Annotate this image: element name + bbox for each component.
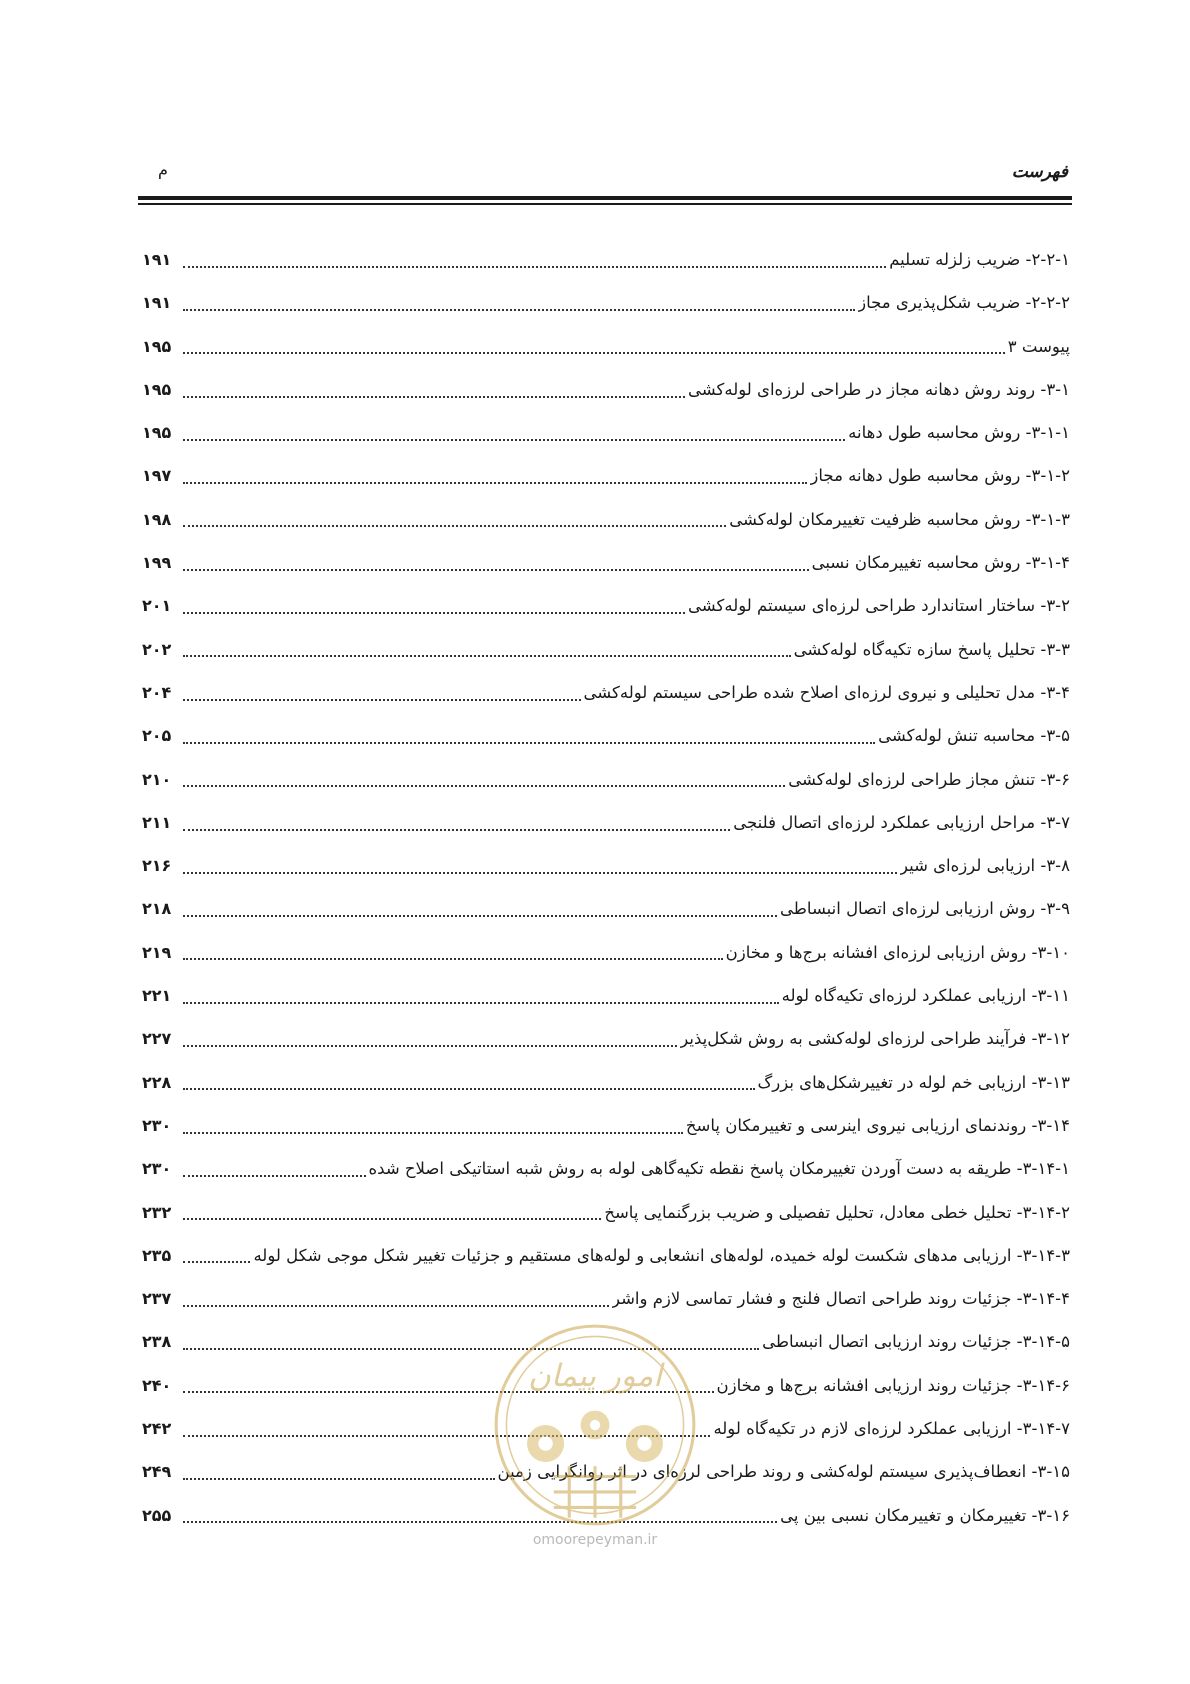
toc-dot-leader [183,482,807,484]
toc-dot-leader [183,829,730,831]
toc-entry-page: ۲۳۲ [142,1202,172,1222]
watermark-brand-text: امور پیمان [528,1357,662,1394]
toc-entry[interactable] [142,584,1070,627]
watermark-url [0,1532,1190,1548]
toc-entry-title: ۳-۳- تحلیل پاسخ سازه تکیه‌گاه لوله‌کشی [793,639,1070,659]
toc-entry[interactable] [142,1277,1070,1320]
toc-entry-page: ۲۳۷ [142,1289,172,1309]
toc-entry-title: ۳-۱-۴- روش محاسبه تغییرمکان نسبی [811,553,1070,573]
toc-entry-title: ۳-۶- تنش مجاز طراحی لرزه‌ای لوله‌کشی [788,769,1070,789]
toc-dot-leader [183,396,685,398]
toc-entry-title: ۲-۲-۱- ضریب زلزله تسلیم [889,250,1070,269]
toc-entry-page: ۲۲۸ [142,1072,172,1092]
toc-entry-title: ۳-۱۲- فرآیند طراحی لرزه‌ای لوله‌کشی به روش شکل‌پذیر [680,1029,1070,1049]
toc-entry-page: ۲۳۰ [142,1115,172,1135]
toc-entry-page: ۱۹۱ [142,250,172,269]
toc-entry-page: ۲۴۰ [142,1375,172,1395]
toc-entry[interactable] [142,1364,1070,1407]
header-rule-thin [138,203,1072,205]
toc-entry-title: ۳-۹- روش ارزیابی لرزه‌ای اتصال انبساطی [780,899,1070,919]
toc-entry-page: ۱۹۸ [142,509,172,529]
toc-entry-title: ۳-۸- ارزیابی لرزه‌ای شیر [899,856,1070,876]
toc-dot-leader [183,1435,710,1437]
toc-entry-title: ۳-۱-۳- روش محاسبه ظرفیت تغییرمکان لوله‌کشی [729,509,1070,529]
toc-entry-title: ۳-۱۴- روندنمای ارزیابی نیروی اینرسی و تغییرمکان پاسخ [685,1115,1070,1135]
toc-entry-title: ۳-۱۴-۶- جزئیات روند ارزیابی افشانه برج‌ها و مخازن [716,1375,1070,1395]
toc-entry-title: ۳-۱۴-۲- تحلیل خطی معادل، تحلیل تفصیلی و ضریب بزرگنمایی پاسخ [604,1202,1070,1222]
toc-entry[interactable] [142,454,1070,497]
toc-entry[interactable] [142,498,1070,541]
toc-dot-leader [183,872,897,874]
toc-dot-leader [183,1478,495,1480]
toc-entry-title: ۳-۱۴-۷- ارزیابی عملکرد لرزه‌ای لازم در تکیه‌گاه لوله [713,1419,1070,1439]
toc-dot-leader [183,569,809,571]
toc-entry-page: ۱۹۱ [142,293,172,313]
toc-entry-page: ۲۰۴ [142,682,172,702]
toc-entry-page: ۱۹۵ [142,379,172,399]
header-title: فهرست [1011,162,1068,182]
toc-entry-page: ۲۳۵ [142,1245,172,1265]
toc-entry[interactable] [142,1104,1070,1147]
toc-dot-leader [183,525,726,527]
toc-entry[interactable] [142,1407,1070,1450]
toc-dot-leader [183,1132,683,1134]
toc-dot-leader [183,1521,777,1523]
toc-entry[interactable] [142,1320,1070,1363]
toc-dot-leader [183,1175,366,1177]
toc-entry-page: ۲۴۲ [142,1419,172,1439]
toc-dot-leader [183,1305,609,1307]
header-rule-thick [138,196,1072,200]
toc-entry-title: ۳-۱-۲- روش محاسبه طول دهانه مجاز [810,466,1070,486]
toc-entry[interactable] [142,368,1070,411]
toc-entry-page: ۲۱۰ [142,769,172,789]
toc-entry[interactable] [142,1494,1070,1537]
toc-dot-leader [183,742,875,744]
toc-entry-title: ۳-۱۰- روش ارزیابی لرزه‌ای افشانه برج‌ها و مخازن [725,942,1070,962]
toc-entry-title: ۳-۱۱- ارزیابی عملکرد لرزه‌ای تکیه‌گاه لوله [781,986,1070,1006]
toc-entry-page: ۲۱۸ [142,899,172,919]
toc-dot-leader [183,785,785,787]
toc-entry[interactable] [142,1191,1070,1234]
toc-entry[interactable] [142,931,1070,974]
toc-entry[interactable] [142,281,1070,324]
toc-dot-leader [183,915,777,917]
toc-entry[interactable] [142,411,1070,454]
toc-entry[interactable] [142,887,1070,930]
toc-entry-title: ۳-۱۶- تغییرمکان و تغییرمکان نسبی بین پی [780,1505,1070,1525]
watermark-url-text: omoorepeyman.ir [532,1532,658,1548]
toc-entry[interactable] [142,628,1070,671]
toc-entry[interactable] [142,801,1070,844]
toc-entry-title: ۲-۲-۲- ضریب شکل‌پذیری مجاز [858,293,1070,313]
toc-entry[interactable] [142,1234,1070,1277]
toc-entry-page: ۱۹۵ [142,336,172,356]
toc-entry-title: ۳-۱-۱- روش محاسبه طول دهانه [848,423,1070,443]
toc-entry[interactable] [142,1147,1070,1190]
toc-entry-page: ۲۳۰ [142,1159,172,1179]
toc-entry-page: ۲۰۲ [142,639,172,659]
toc-dot-leader [183,1391,714,1393]
toc-dot-leader [183,1218,601,1220]
toc-entry[interactable] [142,758,1070,801]
toc-dot-leader [183,958,723,960]
toc-entry-page: ۲۰۵ [142,726,172,746]
toc-dot-leader [183,1045,677,1047]
toc-entry-title: ۳-۱۴-۴- جزئیات روند طراحی اتصال فلنج و فشار تماسی لازم واشر [611,1289,1070,1309]
toc-entry[interactable] [142,1061,1070,1104]
toc-entry-title: پیوست ۳ [1007,336,1070,356]
toc-dot-leader [183,309,855,311]
toc-entry[interactable] [142,541,1070,584]
toc-entry[interactable] [142,238,1070,281]
toc-entry-title: ۳-۲- ساختار استاندارد طراحی لرزه‌ای سیستم لوله‌کشی [688,596,1070,616]
toc-entry-page: ۲۰۱ [142,596,172,616]
toc-entry-title: ۳-۱۴-۳- ارزیابی مدهای شکست لوله خمیده، لوله‌های انشعابی و لوله‌های مستقیم و جزئیات تغییر شکل موجی شکل لوله [253,1245,1070,1265]
table-of-contents [142,238,1070,1537]
toc-entry-page: ۲۳۸ [142,1332,172,1352]
header-page-number: م [158,160,168,179]
toc-entry-page: ۱۹۷ [142,466,172,486]
toc-dot-leader [183,655,791,657]
toc-dot-leader [183,1088,755,1090]
toc-dot-leader [183,1348,759,1350]
toc-entry-page: ۱۹۵ [142,423,172,443]
toc-dot-leader [183,699,581,701]
toc-dot-leader [183,352,1005,354]
toc-entry-title: ۳-۱۵- انعطاف‌پذیری سیستم لوله‌کشی و روند طراحی لرزه‌ای در اثر روانگرایی زمین [497,1462,1070,1482]
toc-entry-title: ۳-۱۳- ارزیابی خم لوله در تغییرشکل‌های بزرگ [757,1072,1070,1092]
toc-entry-page: ۱۹۹ [142,553,172,573]
toc-entry[interactable] [142,974,1070,1017]
toc-entry-page: ۲۱۱ [142,812,172,832]
toc-entry-page: ۲۴۹ [142,1462,172,1482]
toc-entry-title: ۳-۱- روند روش دهانه مجاز در طراحی لرزه‌ای لوله‌کشی [688,379,1070,399]
toc-entry-title: ۳-۱۴-۱- طریقه به دست آوردن تغییرمکان پاسخ نقطه تکیه‌گاهی لوله به روش شبه استاتیکی اصلاح شده [368,1159,1070,1179]
toc-entry[interactable] [142,671,1070,714]
toc-dot-leader [183,1261,250,1263]
toc-entry[interactable] [142,1017,1070,1060]
toc-dot-leader [183,266,886,268]
toc-entry-page: ۲۲۱ [142,986,172,1006]
toc-entry-page: ۲۵۵ [142,1505,172,1525]
toc-dot-leader [183,612,685,614]
toc-entry-page: ۲۲۷ [142,1029,172,1049]
toc-entry-title: ۳-۱۴-۵- جزئیات روند ارزیابی اتصال انبساطی [762,1332,1070,1352]
toc-dot-leader [183,439,845,441]
toc-entry[interactable] [142,325,1070,368]
toc-entry[interactable] [142,844,1070,887]
page-header [138,158,1072,192]
toc-entry-title: ۳-۷- مراحل ارزیابی عملکرد لرزه‌ای اتصال فلنجی [733,812,1070,832]
toc-entry-page: ۲۱۹ [142,942,172,962]
toc-entry-title: ۳-۴- مدل تحلیلی و نیروی لرزه‌ای اصلاح شده طراحی سیستم لوله‌کشی [583,682,1070,702]
toc-entry-page: ۲۱۶ [142,856,172,876]
toc-entry[interactable] [142,714,1070,757]
toc-entry[interactable] [142,1450,1070,1493]
toc-dot-leader [183,1002,779,1004]
toc-entry-title: ۳-۵- محاسبه تنش لوله‌کشی [878,726,1070,746]
